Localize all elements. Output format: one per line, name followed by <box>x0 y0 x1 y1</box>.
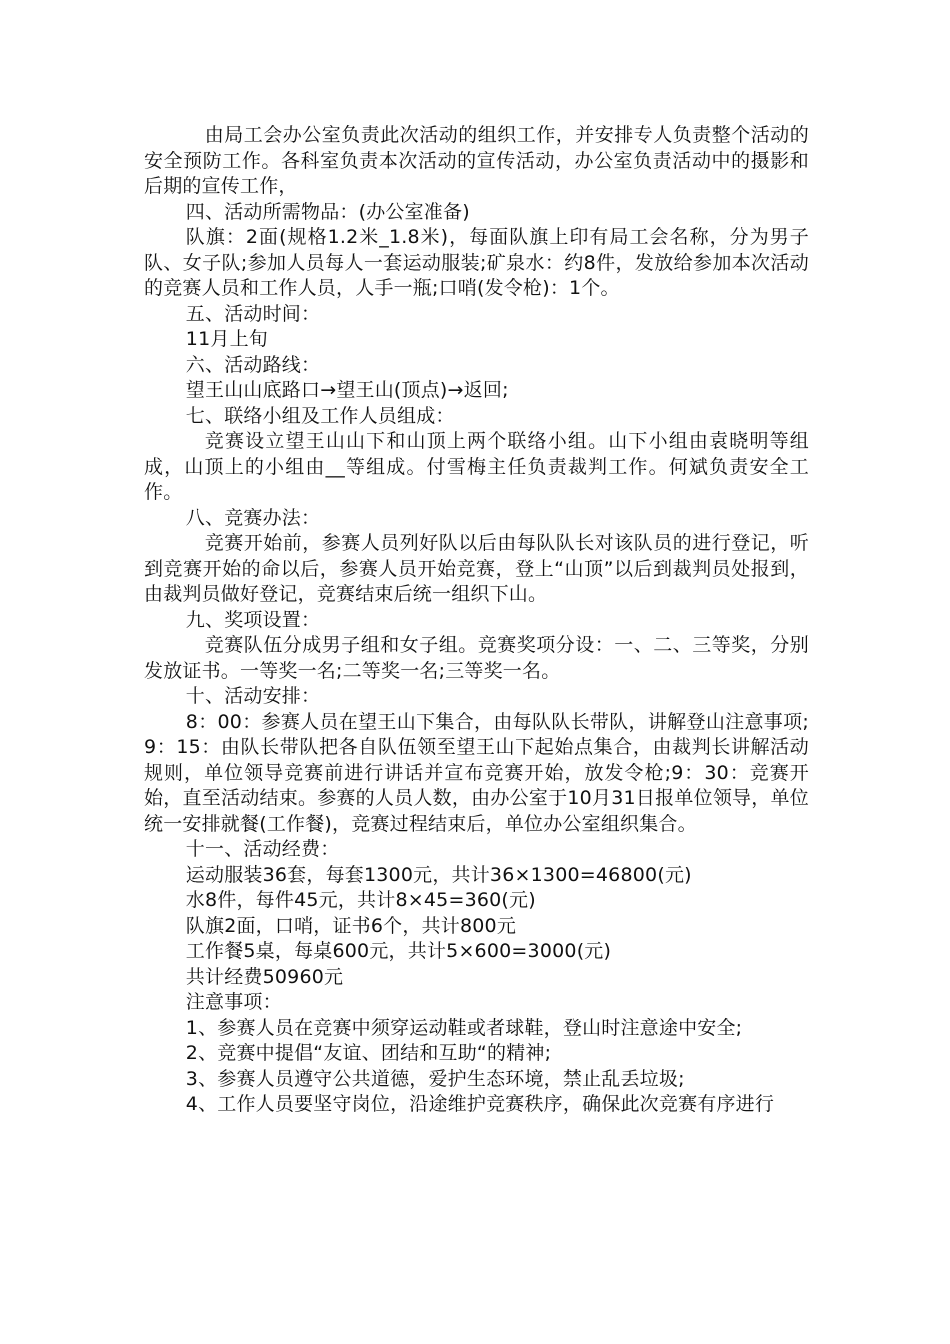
heading-supplies: 四、活动所需物品：(办公室准备) <box>185 200 470 223</box>
paragraph-rules: 竞赛开始前，参赛人员列好队以后由每队队长对该队员的进行登记，听到竞赛开始的命以后，参赛人员开始竞赛，登上“山顶”以后到裁判员处报到，由裁判员做好登记，竞赛结束后统一组织下山。 <box>144 532 809 605</box>
document-page <box>144 123 809 1118</box>
paragraph-route: 望王山山底路口→望王山(顶点)→返回; <box>185 379 509 401</box>
paragraph-staff: 竞赛设立望王山山下和山顶上两个联络小组。山下小组由袁晓明等组成，山顶上的小组由__等组成。付雪梅主任负责裁判工作。何斌负责安全工作。 <box>144 430 809 503</box>
budget-total: 共计经费50960元 <box>185 965 344 988</box>
heading-route: 六、活动路线： <box>185 353 321 376</box>
note-item-1: 1、参赛人员在竞赛中须穿运动鞋或者球鞋，登山时注意途中安全; <box>185 1016 743 1039</box>
paragraph-schedule: 8：00：参赛人员在望王山下集合，由每队队长带队，讲解登山注意事项;9：15：由队长带队把各自队伍领至望王山下起始点集合，由裁判长讲解活动规则，单位领导竞赛前进行讲话并宣布竞赛开始，放发令枪;9：30：竞赛开始，直至活动结束。参赛的人员人数，由办公室于10月31日报单位领导，单位统一安排就餐(工作餐)，竞赛过程结束后，单位办公室组织集合。 <box>144 710 809 835</box>
budget-line-uniforms: 运动服装36套，每套1300元，共计36×1300=46800(元) <box>185 863 692 886</box>
heading-budget: 十一、活动经费： <box>185 838 340 860</box>
paragraph-supplies: 队旗：2面(规格1.2米_1.8米)，每面队旗上印有局工会名称，分为男子队、女子队;参加人员每人一套运动服装;矿泉水：约8件，发放给参加本次活动的竞赛人员和工作人员，人手一瓶;口哨(发令枪)：1个。 <box>144 226 809 299</box>
budget-line-water: 水8件，每件45元，共计8×45=360(元) <box>185 889 536 911</box>
note-item-4: 4、工作人员要坚守岗位，沿途维护竞赛秩序，确保此次竞赛有序进行 <box>185 1093 775 1115</box>
paragraph-organization: 由局工会办公室负责此次活动的组织工作，并安排专人负责整个活动的安全预防工作。各科室负责本次活动的宣传活动，办公室负责活动中的摄影和后期的宣传工作， <box>144 124 809 197</box>
budget-line-flags: 队旗2面，口哨，证书6个，共计800元 <box>185 914 517 937</box>
budget-line-meals: 工作餐5桌，每桌600元，共计5×600=3000(元) <box>185 940 612 962</box>
heading-awards: 九、奖项设置： <box>185 608 321 631</box>
paragraph-awards: 竞赛队伍分成男子组和女子组。竞赛奖项分设：一、二、三等奖，分别发放证书。一等奖一名;二等奖一名;三等奖一名。 <box>144 634 809 682</box>
heading-notes: 注意事项： <box>185 991 282 1013</box>
paragraph-time: 11月上旬 <box>185 328 268 350</box>
note-item-2: 2、竞赛中提倡“友谊、团结和互助“的精神; <box>185 1042 552 1064</box>
note-item-3: 3、参赛人员遵守公共道德，爱护生态环境，禁止乱丢垃圾; <box>185 1067 685 1090</box>
heading-schedule: 十、活动安排： <box>185 685 321 707</box>
heading-staff: 七、联络小组及工作人员组成： <box>185 404 455 427</box>
heading-time: 五、活动时间： <box>185 302 321 325</box>
heading-rules: 八、竞赛办法： <box>185 506 321 529</box>
